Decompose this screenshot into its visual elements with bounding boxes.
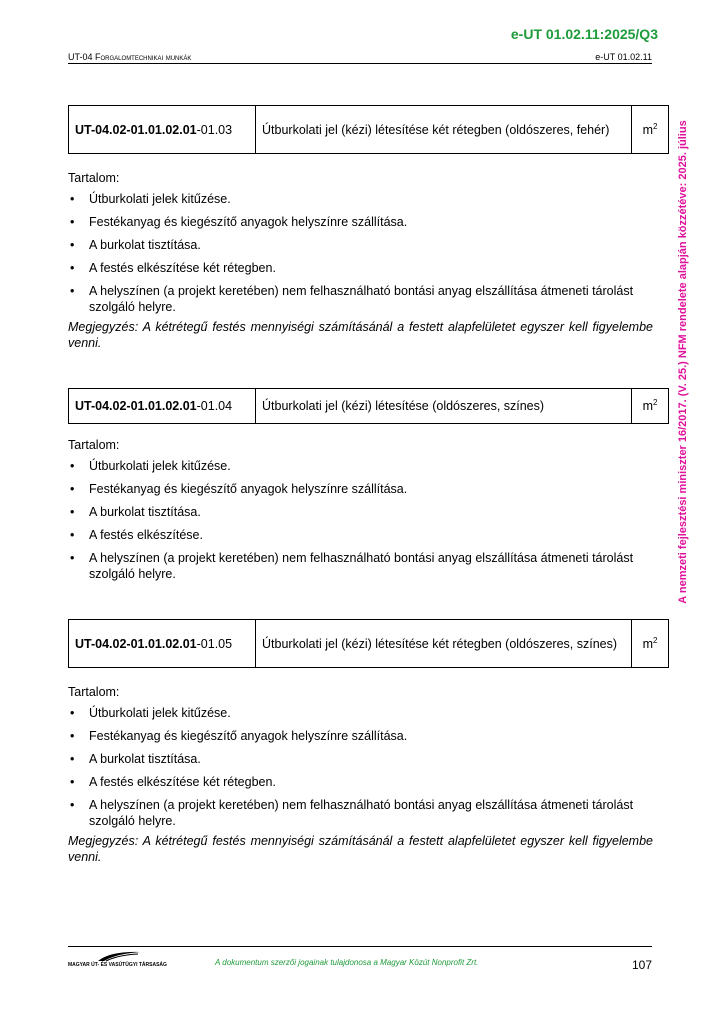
side-publication-note <box>672 96 694 628</box>
item-code-suffix: -01.04 <box>196 399 233 413</box>
content-label: Tartalom: <box>68 171 120 185</box>
item-note: Megjegyzés: A kétrétegű festés mennyiségi számításánál a festett alapfelületet egyszer kell figyelembe venni. <box>68 320 653 350</box>
footer-copyright: A dokumentum szerzői jogainak tulajdonosa a Magyar Közút Nonprofit Zrt. <box>215 958 479 967</box>
footer-divider <box>68 946 652 947</box>
item-content-2 <box>68 437 653 589</box>
item-description: Útburkolati jel (kézi) létesítése (oldószeres, színes) <box>256 389 632 424</box>
list-item: • A burkolat tisztítása. <box>68 237 653 253</box>
list-item: • A festés elkészítése két rétegben. <box>68 774 653 790</box>
item-code <box>69 389 256 424</box>
unit-exponent: 2 <box>652 635 658 645</box>
page-number: 107 <box>631 958 652 972</box>
list-item: • Útburkolati jelek kitűzése. <box>68 705 653 721</box>
item-content-3 <box>68 684 653 865</box>
document-code: e-UT 01.02.11:2025/Q3 <box>510 26 658 42</box>
item-code-suffix: -01.05 <box>196 636 233 651</box>
list-item: • A festés elkészítése két rétegben. <box>68 260 653 276</box>
content-label: Tartalom: <box>68 438 120 452</box>
item-content-1 <box>68 170 653 351</box>
item-table-1 <box>68 105 669 154</box>
footer-logo-text: MAGYAR ÚT- ÉS VASÚTÜGYI TÁRSASÁG <box>68 962 167 968</box>
item-unit <box>632 389 669 424</box>
list-item: • A helyszínen (a projekt keretében) nem felhasználható bontási anyag elszállítása átmeneti tárolást szolgáló helyre. <box>68 550 653 582</box>
unit-base: m <box>642 123 653 138</box>
side-publication-note-text: A nemzeti fejlesztési miniszter 16/2017. (V. 25.) NFM rendelete alapján közzétéve: 2025. július <box>677 120 689 604</box>
header-chapter-title <box>68 52 191 62</box>
road-logo-icon <box>96 950 142 962</box>
header-document-ref: e-UT 01.02.11 <box>595 52 652 62</box>
item-code <box>69 620 256 668</box>
list-item: • A helyszínen (a projekt keretében) nem felhasználható bontási anyag elszállítása átmeneti tárolást szolgáló helyre. <box>68 797 653 829</box>
item-note: Megjegyzés: A kétrétegű festés mennyiségi számításánál a festett alapfelületet egyszer kell figyelembe venni. <box>68 834 653 864</box>
list-item: • A helyszínen (a projekt keretében) nem felhasználható bontási anyag elszállítása átmeneti tárolást szolgáló helyre. <box>68 283 653 315</box>
header-chapter-name: orgalomtechnikai munkák <box>100 52 192 62</box>
list-item: • Útburkolati jelek kitűzése. <box>68 458 653 474</box>
item-table-3 <box>68 619 669 668</box>
item-code-main: UT-04.02-01.01.02.01 <box>75 122 197 137</box>
list-item: • Festékanyag és kiegészítő anyagok helyszínre szállítása. <box>68 481 653 497</box>
item-unit <box>632 106 669 154</box>
list-item: • A festés elkészítése. <box>68 527 653 543</box>
content-list <box>68 458 653 582</box>
list-item: • Festékanyag és kiegészítő anyagok helyszínre szállítása. <box>68 214 653 230</box>
item-unit <box>632 620 669 668</box>
list-item: • Útburkolati jelek kitűzése. <box>68 191 653 207</box>
unit-base: m <box>642 399 653 414</box>
item-code-main: UT-04.02-01.01.02.01 <box>75 399 197 413</box>
item-code <box>69 106 256 154</box>
unit-exponent: 2 <box>652 121 658 131</box>
footer-logo <box>68 950 178 972</box>
header-divider <box>68 63 652 64</box>
content-list <box>68 705 653 829</box>
content-label: Tartalom: <box>68 685 120 699</box>
header-chapter-prefix: UT-04 F <box>68 52 101 62</box>
unit-base: m <box>642 637 653 652</box>
item-code-suffix: -01.03 <box>196 122 233 137</box>
list-item: • A burkolat tisztítása. <box>68 751 653 767</box>
list-item: • Festékanyag és kiegészítő anyagok helyszínre szállítása. <box>68 728 653 744</box>
item-description: Útburkolati jel (kézi) létesítése két rétegben (oldószeres, színes) <box>256 620 632 668</box>
content-list <box>68 191 653 315</box>
unit-exponent: 2 <box>652 398 658 408</box>
item-code-main: UT-04.02-01.01.02.01 <box>75 636 197 651</box>
list-item: • A burkolat tisztítása. <box>68 504 653 520</box>
item-description: Útburkolati jel (kézi) létesítése két rétegben (oldószeres, fehér) <box>256 106 632 154</box>
item-table-2 <box>68 388 669 424</box>
